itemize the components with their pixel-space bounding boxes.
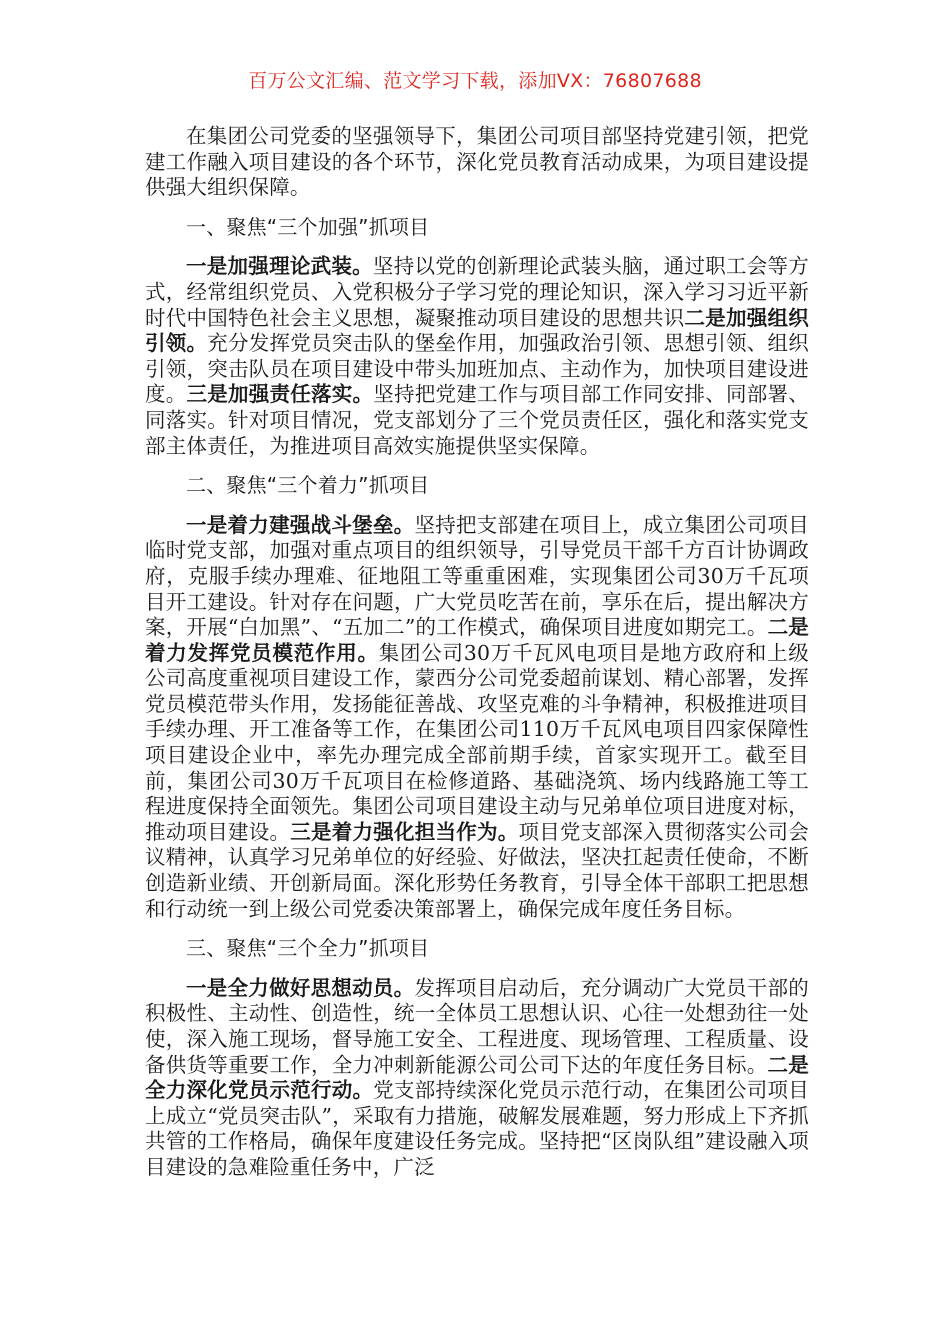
section-1-point-3-title: 三是加强责任落实。 xyxy=(186,382,374,407)
section-3-heading: 三、聚焦“三个全力”抓项目 xyxy=(186,936,430,961)
section-2-point-2-title: 二是着力发挥党员模范作用。 xyxy=(145,615,809,665)
section-1-point-3-text: 坚持把党建工作与项目部工作同安排、同部署、同落实。针对项目情况，党支部划分了三个党员责任区，强化和落实党支部主体责任，为推进项目高效实施提供坚实保障。 xyxy=(145,382,809,458)
section-3-point-2-title: 二是全力深化党员示范行动。 xyxy=(145,1052,809,1103)
section-2-point-1-text: 坚持把支部建在项目上，成立集团公司项目临时党支部，加强对重点项目的组织领导，引导党员干部千方百计协调政府，克服手续办理难、征地阻工等重重困难，实现集团公司30万千瓦项目开工建设。针对存在问题，广大党员吃苦在前，享乐在后，提出解决方案，开展“白加黑”、“五加二”的工作模式，确保项目进度如期完工。 xyxy=(145,512,809,640)
section-1-point-1-title: 一是加强理论武装。 xyxy=(186,254,373,279)
section-2-point-3-text: 项目党支部深入贯彻落实公司会议精神，认真学习兄弟单位的好经验、好做法，坚决扛起责任使命，不断创造新业绩、开创新局面。深化形势任务教育，引导全体干部职工把思想和行动统一到上级公司党委决策部署上，确保完成年度任务目标。 xyxy=(145,819,809,921)
document-body xyxy=(145,124,809,1181)
section-1-point-2-text: 充分发挥党员突击队的堡垒作用，加强政治引领、思想引领、组织引领，突击队员在项目建设中带头加班加点、主动作为，加快项目建设进度。 xyxy=(145,331,809,407)
section-2-point-2-text: 集团公司30万千瓦风电项目是地方政府和上级公司高度重视项目建设工作，蒙西分公司党委超前谋划、精心部署，发挥党员模范带头作用，发扬能征善战、攻坚克难的斗争精神，积极推进项目手续办理、开工准备等工作，在集团公司110万千瓦风电项目四家保障性项目建设企业中，率先办理完成全部前期手续，首家实现开工。截至目前，集团公司30万千瓦项目在检修道路、基础浇筑、场内线路施工等工程进度保持全面领先。集团公司项目建设主动与兄弟单位项目进度对标，推动项目建设。 xyxy=(145,640,809,844)
section-2-point-3-title: 三是着力强化担当作为。 xyxy=(290,819,519,844)
section-1-paragraph xyxy=(145,254,809,459)
section-1-heading: 一、聚焦“三个加强”抓项目 xyxy=(186,214,430,239)
intro-paragraph: 在集团公司党委的坚强领导下，集团公司项目部坚持党建引领，把党建工作融入项目建设的各个环节，深化党员教育活动成果，为项目建设提供强大组织保障。 xyxy=(145,124,809,200)
section-1-point-2-title: 二是加强组织引领。 xyxy=(145,305,810,356)
section-3-point-1-title: 一是全力做好思想动员。 xyxy=(186,975,415,1000)
section-3-paragraph xyxy=(145,976,809,1181)
watermark-header: 百万公文汇编、范文学习下载，添加VX：76807688 xyxy=(248,70,702,92)
section-1-point-1-text: 坚持以党的创新理论武装头脑，通过职工会等方式，经常组织党员、入党积极分子学习党的理论知识，深入学习习近平新时代中国特色社会主义思想，凝聚推动项目建设的思想共识 xyxy=(145,254,809,330)
section-3-point-1-text: 发挥项目启动后，充分调动广大党员干部的积极性、主动性、创造性，统一全体员工思想认识、心往一处想劲往一处使，深入施工现场，督导施工安全、工程进度、现场管理、工程质量、设备供货等重要工作，全力冲刺新能源公司公司下达的年度任务目标。 xyxy=(145,975,809,1077)
section-2-heading: 二、聚焦“三个着力”抓项目 xyxy=(186,473,430,498)
section-2-paragraph xyxy=(145,513,809,923)
section-2-point-1-title: 一是着力建强战斗堡垒。 xyxy=(186,512,415,537)
section-3-point-2-text: 党支部持续深化党员示范行动，在集团公司项目上成立“党员突击队”，采取有力措施，破解发展难题，努力形成上下齐抓共管的工作格局，确保年度建设任务完成。坚持把“区岗队组”建设融入项目建设的急难险重任务中，广泛 xyxy=(145,1078,809,1179)
